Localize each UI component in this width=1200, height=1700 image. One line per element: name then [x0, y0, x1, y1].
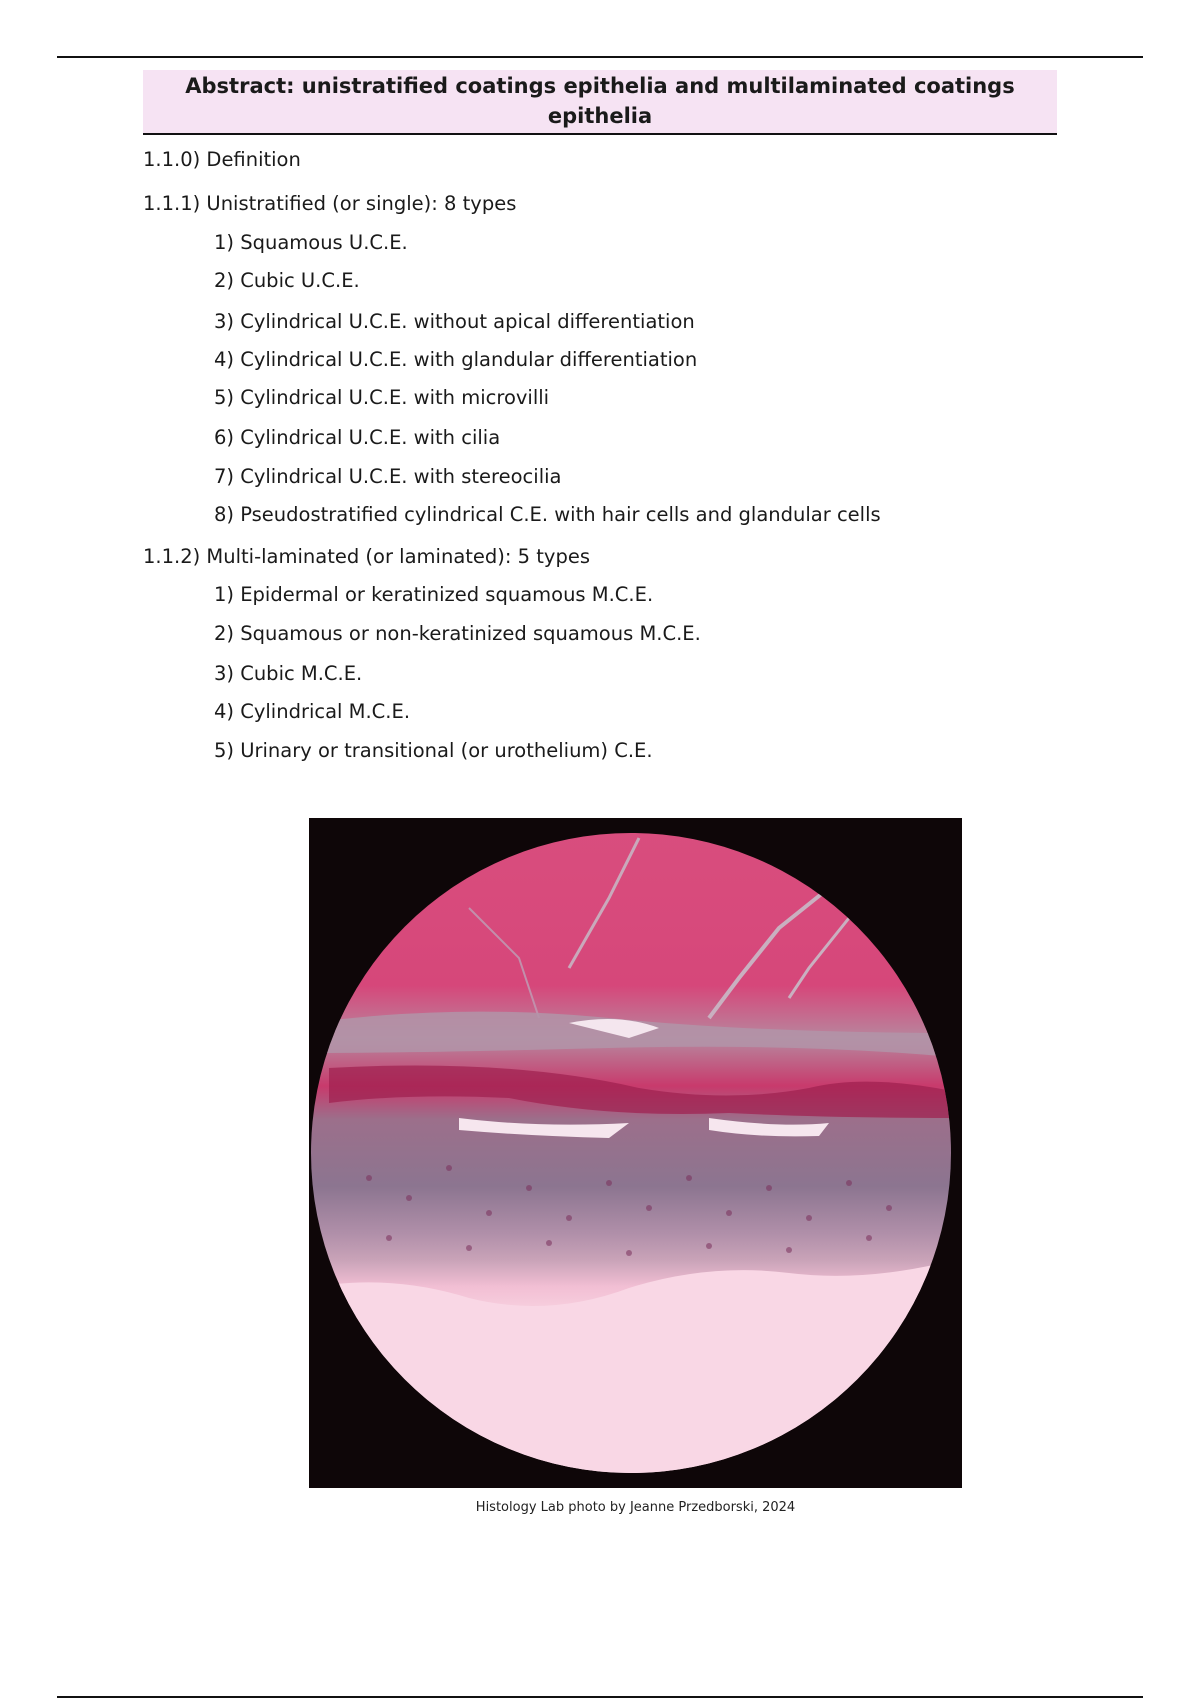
list-item: 4) Cylindrical U.C.E. with glandular differentiation	[214, 348, 698, 371]
list-item: 6) Cylindrical U.C.E. with cilia	[214, 426, 501, 449]
list-item: 3) Cubic M.C.E.	[214, 662, 363, 685]
list-item: 8) Pseudostratified cylindrical C.E. with hair cells and glandular cells	[214, 503, 881, 526]
list-item: 1) Epidermal or keratinized squamous M.C.E.	[214, 583, 654, 606]
section-heading-definition: 1.1.0) Definition	[143, 148, 301, 171]
section-heading-unistratified: 1.1.1) Unistratified (or single): 8 types	[143, 192, 517, 215]
document-title: Abstract: unistratified coatings epithelia and multilaminated coatings epithelia	[143, 70, 1057, 135]
list-item: 2) Squamous or non-keratinized squamous M.C.E.	[214, 622, 701, 645]
list-item: 7) Cylindrical U.C.E. with stereocilia	[214, 465, 562, 488]
bottom-rule	[57, 1696, 1143, 1698]
list-item: 4) Cylindrical M.C.E.	[214, 700, 411, 723]
list-item: 1) Squamous U.C.E.	[214, 231, 408, 254]
section-heading-multilaminated: 1.1.2) Multi-laminated (or laminated): 5 types	[143, 545, 590, 568]
top-rule	[57, 56, 1143, 58]
list-item: 5) Urinary or transitional (or urothelium) C.E.	[214, 739, 653, 762]
list-item: 5) Cylindrical U.C.E. with microvilli	[214, 386, 550, 409]
list-item: 3) Cylindrical U.C.E. without apical differentiation	[214, 310, 695, 333]
list-item: 2) Cubic U.C.E.	[214, 269, 360, 292]
figure-caption: Histology Lab photo by Jeanne Przedborski, 2024	[475, 1500, 796, 1515]
histology-photo	[309, 818, 962, 1488]
